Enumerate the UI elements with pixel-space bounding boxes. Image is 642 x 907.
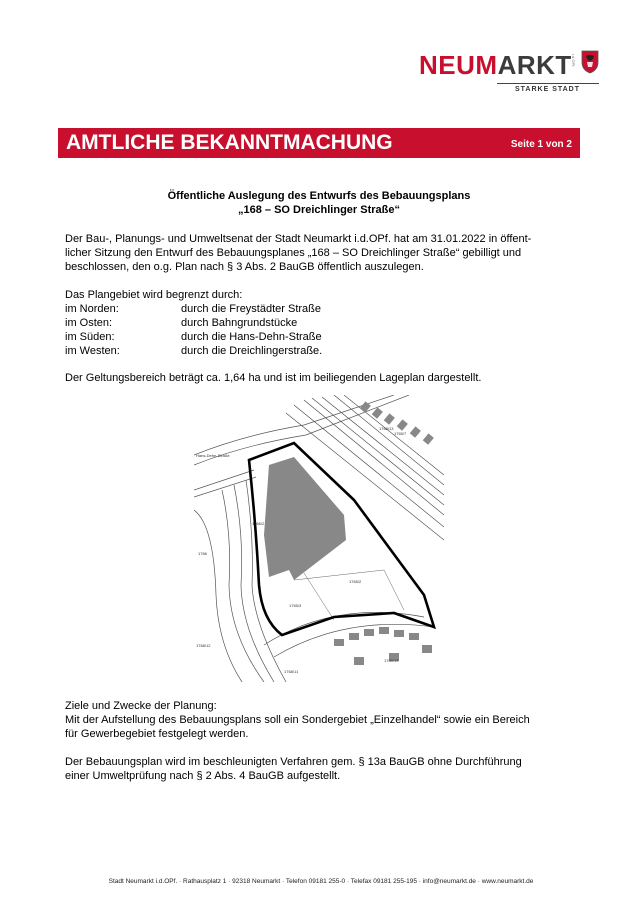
map-parcel-label: 1765/7 bbox=[394, 431, 407, 436]
boundary-value: durch Bahngrundstücke bbox=[181, 317, 298, 329]
notice-title-line1: Öffentliche Auslegung des Entwurfs des Bebauungsplans bbox=[167, 190, 471, 202]
map-parcel-label: 1765/2 bbox=[349, 579, 362, 584]
logo-wordmark: NEUMARKT bbox=[419, 50, 572, 80]
map-street-label: Hans-Dehn-Straße bbox=[196, 453, 230, 458]
map-parcel-label: 1768/13 bbox=[379, 426, 394, 431]
boundary-value: durch die Freystädter Straße bbox=[181, 303, 322, 315]
boundary-label: im Osten: bbox=[65, 317, 113, 329]
map-parcel-label: 1765/13 bbox=[384, 658, 399, 663]
city-logo bbox=[417, 48, 603, 98]
intro-line1: Der Bau-, Planungs- und Umweltsenat der Stadt Neumarkt i.d.OPf. hat am 31.01.2022 in öffent- bbox=[65, 233, 532, 245]
page-indicator: Seite 1 von 2 bbox=[510, 139, 572, 150]
boundary-label: im Süden: bbox=[65, 331, 115, 343]
map-parcel-label: 1768/11 bbox=[284, 669, 299, 674]
boundary-value: durch die Hans-Dehn-Straße bbox=[181, 331, 322, 343]
notice-title-line2: „168 – SO Dreichlinger Straße“ bbox=[237, 204, 400, 216]
coat-of-arms-icon bbox=[581, 50, 599, 74]
banner-title: AMTLICHE BEKANNTMACHUNG bbox=[66, 131, 393, 154]
map-parcel-label: 1768/12 bbox=[196, 643, 211, 648]
map-parcel-label: 1766/2 bbox=[252, 521, 265, 526]
goals-heading: Ziele und Zwecke der Planung: bbox=[65, 700, 217, 712]
procedure-line1: Der Bebauungsplan wird im beschleunigten Verfahren gem. § 13a BauGB ohne Durchführung bbox=[65, 756, 522, 768]
boundary-label: im Westen: bbox=[65, 345, 120, 357]
intro-line3: beschlossen, den o.g. Plan nach § 3 Abs. 2 BauGB öffentlich auszulegen. bbox=[65, 261, 424, 273]
logo-small-text: i.d.OPf. bbox=[571, 54, 576, 68]
boundary-label: im Norden: bbox=[65, 303, 119, 315]
boundary-value: durch die Dreichlingerstraße. bbox=[181, 345, 323, 357]
footer-contact: Stadt Neumarkt i.d.OPf. · Rathausplatz 1 · 92318 Neumarkt · Telefon 09181 255-0 · Telefax 09181 255-195 · info@neumarkt.de · www.neumarkt.de bbox=[108, 878, 534, 885]
intro-line2: licher Sitzung den Entwurf des Bebauungsplanes „168 – SO Dreichlinger Straße“ gebilligt und bbox=[65, 247, 522, 259]
site-plan-map bbox=[194, 395, 444, 682]
logo-tagline: STARKE STADT bbox=[515, 86, 581, 93]
logo-divider bbox=[497, 83, 599, 84]
procedure-line2: einer Umweltprüfung nach § 2 Abs. 4 BauGB aufgestellt. bbox=[65, 770, 341, 782]
goals-line2: für Gewerbegebiet festgelegt werden. bbox=[65, 728, 249, 740]
map-parcel-label: 1766 bbox=[198, 551, 207, 556]
goals-line1: Mit der Aufstellung des Bebauungsplans soll ein Sondergebiet „Einzelhandel“ sowie ein Bereich bbox=[65, 714, 530, 726]
boundary-intro: Das Plangebiet wird begrenzt durch: bbox=[65, 289, 243, 301]
notice-banner bbox=[58, 128, 580, 158]
map-parcel-label: 1765/3 bbox=[289, 603, 302, 608]
area-text: Der Geltungsbereich beträgt ca. 1,64 ha und ist im beiliegenden Lageplan dargestellt. bbox=[65, 372, 482, 384]
